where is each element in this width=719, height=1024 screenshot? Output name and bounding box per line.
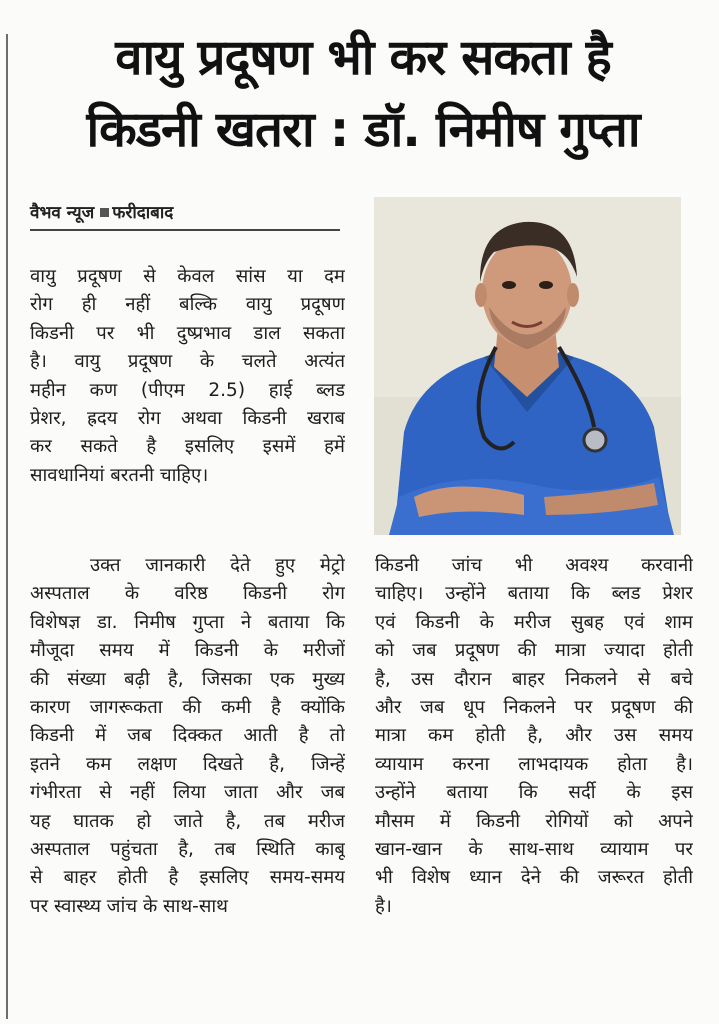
text-line: चाहिए। उन्होंने बताया कि ब्लड प्रेशर [375, 583, 693, 605]
column-rule [6, 34, 8, 1019]
text-line: अस्पताल पहुंचता है, तब स्थिति काबू [30, 839, 345, 861]
text-line: किडनी पर भी दुष्प्रभाव डाल सकता [30, 322, 345, 344]
separator-square-icon [100, 208, 109, 217]
text-line: है। वायु प्रदूषण के चलते अत्यंत [30, 351, 345, 373]
dateline-underline [30, 229, 340, 231]
doctor-photo [374, 197, 681, 535]
text-line: वायु प्रदूषण से केवल सांस या दम [30, 266, 345, 287]
paragraph-2 [30, 552, 345, 921]
text-line: कारण जागरूकता की कमी है क्योंकि [30, 697, 345, 719]
text-line: और जब धूप निकलने पर प्रदूषण की [375, 697, 693, 719]
text-line: कर सकते है इसलिए इसमें हमें [30, 436, 345, 458]
text-line: व्यायाम करना लाभदायक होता है। [375, 753, 693, 775]
text-line: रोग ही नहीं बल्कि वायु प्रदूषण [30, 294, 345, 316]
text-line: की संख्या बढ़ी है, जिसका एक मुख्य [30, 668, 345, 690]
text-line: खान-खान के साथ-साथ व्यायाम पर [375, 839, 693, 861]
text-line: भी विशेष ध्यान देने की जरूरत होती [375, 867, 693, 889]
text-line: को जब प्रदूषण की मात्रा ज्यादा होती [375, 640, 693, 662]
text-line: प्रेशर, ह्रदय रोग अथवा किडनी खराब [30, 408, 345, 430]
text-line: उक्त जानकारी देते हुए मेट्रो [90, 555, 345, 576]
text-line: इतने कम लक्षण दिखते है, जिन्हें [30, 753, 345, 775]
headline-line-2: किडनी खतरा : डॉ. निमीष गुप्ता [86, 101, 640, 158]
location-name: फरीदाबाद [112, 203, 174, 223]
text-line: अस्पताल के वरिष्ठ किडनी रोग [30, 583, 345, 605]
text-line: किडनी में जब दिक्कत आती है तो [30, 725, 345, 747]
text-line: पर स्वास्थ्य जांच के साथ-साथ [30, 895, 228, 917]
headline [18, 22, 708, 166]
text-line: मात्रा कम होती है, और उस समय [375, 725, 693, 747]
text-line: मौसम में किडनी रोगियों को अपने [375, 810, 693, 832]
text-line: है, उस दौरान बाहर निकलने से बचे [375, 668, 693, 690]
text-line: है। [375, 895, 392, 917]
doctor-portrait-illustration [374, 197, 681, 535]
text-line: उन्होंने बताया कि सर्दी के इस [375, 782, 693, 804]
text-line: एवं किडनी के मरीज सुबह एवं शाम [375, 611, 693, 633]
text-line: किडनी जांच भी अवश्य करवानी [375, 555, 693, 576]
paragraph-1 [30, 263, 345, 490]
text-line: से बाहर होती है इसलिए समय-समय [30, 867, 345, 889]
dateline [30, 200, 173, 223]
text-line: गंभीरता से नहीं लिया जाता और जब [30, 782, 345, 804]
source-name: वैभव न्यूज [30, 203, 95, 223]
text-line: सावधानियां बरतनी चाहिए। [30, 464, 209, 486]
text-line: महीन कण (पीएम 2.5) हाई ब्लड [30, 379, 345, 401]
text-line: विशेषज्ञ डा. निमीष गुप्ता ने बताया कि [30, 611, 345, 633]
text-line: यह घातक हो जाते है, तब मरीज [30, 810, 345, 832]
text-line: मौजूदा समय में किडनी के मरीजों [30, 640, 345, 662]
paragraph-3 [375, 552, 693, 921]
headline-line-1: वायु प्रदूषण भी कर सकता है [115, 29, 611, 86]
